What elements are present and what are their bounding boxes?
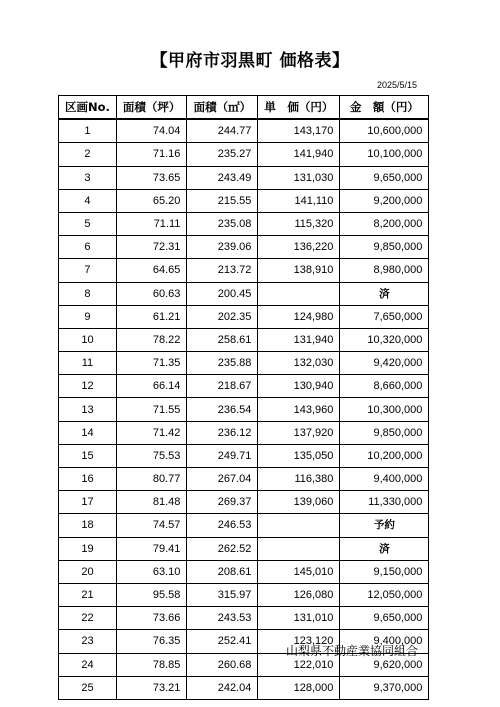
cell-area-sqm: 215.55 <box>187 189 258 212</box>
table-row <box>59 398 429 421</box>
cell-lot-no: 23 <box>59 630 117 653</box>
cell-amount: 8,200,000 <box>340 212 429 235</box>
cell-area-tsubo: 71.11 <box>116 212 187 235</box>
cell-unit-price: 126,080 <box>258 583 340 606</box>
cell-lot-no: 10 <box>59 328 117 351</box>
column-header-unit-price: 単 価（円） <box>258 96 340 120</box>
table-row <box>59 119 429 143</box>
cell-lot-no: 9 <box>59 305 117 328</box>
cell-amount: 予約 <box>340 514 429 537</box>
cell-unit-price: 132,030 <box>258 352 340 375</box>
table-row <box>59 189 429 212</box>
cell-area-sqm: 246.53 <box>187 514 258 537</box>
cell-unit-price: 141,110 <box>258 189 340 212</box>
table-row <box>59 236 429 259</box>
cell-lot-no: 22 <box>59 607 117 630</box>
table-row <box>59 676 429 699</box>
cell-unit-price: 115,320 <box>258 212 340 235</box>
cell-area-tsubo: 95.58 <box>116 583 187 606</box>
cell-area-tsubo: 71.16 <box>116 143 187 166</box>
cell-amount: 10,300,000 <box>340 398 429 421</box>
cell-area-sqm: 262.52 <box>187 537 258 560</box>
issue-date: 2025/5/15 <box>376 80 417 90</box>
table-row <box>59 305 429 328</box>
cell-amount: 済 <box>340 282 429 305</box>
table-row <box>59 328 429 351</box>
cell-area-sqm: 235.88 <box>187 352 258 375</box>
cell-amount: 8,980,000 <box>340 259 429 282</box>
cell-lot-no: 1 <box>59 119 117 143</box>
cell-unit-price: 137,920 <box>258 421 340 444</box>
price-table <box>58 95 429 700</box>
cell-area-sqm: 235.27 <box>187 143 258 166</box>
cell-unit-price: 130,940 <box>258 375 340 398</box>
cell-amount: 9,400,000 <box>340 630 429 653</box>
cell-area-sqm: 236.54 <box>187 398 258 421</box>
table-row <box>59 143 429 166</box>
cell-amount: 9,420,000 <box>340 352 429 375</box>
table-row <box>59 375 429 398</box>
table-row <box>59 282 429 305</box>
cell-area-tsubo: 60.63 <box>116 282 187 305</box>
cell-amount: 9,620,000 <box>340 653 429 676</box>
table-row <box>59 560 429 583</box>
cell-unit-price: 124,980 <box>258 305 340 328</box>
cell-amount: 9,650,000 <box>340 166 429 189</box>
cell-unit-price: 116,380 <box>258 468 340 491</box>
cell-area-tsubo: 80.77 <box>116 468 187 491</box>
cell-lot-no: 13 <box>59 398 117 421</box>
cell-area-tsubo: 61.21 <box>116 305 187 328</box>
table-row <box>59 583 429 606</box>
cell-amount: 9,150,000 <box>340 560 429 583</box>
cell-area-sqm: 315.97 <box>187 583 258 606</box>
cell-lot-no: 7 <box>59 259 117 282</box>
cell-amount: 9,370,000 <box>340 676 429 699</box>
cell-area-tsubo: 65.20 <box>116 189 187 212</box>
cell-area-sqm: 208.61 <box>187 560 258 583</box>
cell-lot-no: 11 <box>59 352 117 375</box>
cell-area-sqm: 258.61 <box>187 328 258 351</box>
cell-unit-price: 123,120 <box>258 630 340 653</box>
table-row <box>59 491 429 514</box>
cell-unit-price <box>258 282 340 305</box>
cell-lot-no: 2 <box>59 143 117 166</box>
cell-amount: 9,850,000 <box>340 236 429 259</box>
cell-lot-no: 18 <box>59 514 117 537</box>
table-row <box>59 352 429 375</box>
cell-unit-price: 135,050 <box>258 444 340 467</box>
cell-area-tsubo: 75.53 <box>116 444 187 467</box>
cell-unit-price: 143,170 <box>258 119 340 143</box>
table-row <box>59 212 429 235</box>
page-title: 【甲府市羽黒町 価格表】 <box>150 51 350 71</box>
table-row <box>59 444 429 467</box>
table-body <box>59 119 429 699</box>
table-row <box>59 259 429 282</box>
table-row <box>59 607 429 630</box>
cell-area-sqm: 243.49 <box>187 166 258 189</box>
cell-lot-no: 15 <box>59 444 117 467</box>
cell-area-sqm: 243.53 <box>187 607 258 630</box>
cell-area-tsubo: 71.55 <box>116 398 187 421</box>
cell-area-tsubo: 81.48 <box>116 491 187 514</box>
cell-area-sqm: 213.72 <box>187 259 258 282</box>
cell-amount: 10,320,000 <box>340 328 429 351</box>
column-header-area-tsubo: 面積（坪） <box>116 96 187 120</box>
cell-lot-no: 16 <box>59 468 117 491</box>
cell-area-sqm: 244.77 <box>187 119 258 143</box>
cell-area-tsubo: 74.57 <box>116 514 187 537</box>
cell-amount: 10,100,000 <box>340 143 429 166</box>
cell-area-tsubo: 79.41 <box>116 537 187 560</box>
column-header-amount: 金 額（円） <box>340 96 429 120</box>
cell-area-tsubo: 72.31 <box>116 236 187 259</box>
cell-lot-no: 6 <box>59 236 117 259</box>
cell-amount: 9,650,000 <box>340 607 429 630</box>
cell-unit-price: 145,010 <box>258 560 340 583</box>
cell-area-sqm: 236.12 <box>187 421 258 444</box>
cell-amount: 10,200,000 <box>340 444 429 467</box>
cell-area-tsubo: 78.85 <box>116 653 187 676</box>
cell-area-tsubo: 78.22 <box>116 328 187 351</box>
cell-area-tsubo: 63.10 <box>116 560 187 583</box>
cell-area-tsubo: 74.04 <box>116 119 187 143</box>
cell-unit-price: 143,960 <box>258 398 340 421</box>
cell-unit-price: 138,910 <box>258 259 340 282</box>
cell-amount: 10,600,000 <box>340 119 429 143</box>
cell-unit-price: 131,940 <box>258 328 340 351</box>
cell-unit-price: 122,010 <box>258 653 340 676</box>
table-row <box>59 421 429 444</box>
cell-area-sqm: 260.68 <box>187 653 258 676</box>
cell-area-tsubo: 71.42 <box>116 421 187 444</box>
cell-lot-no: 19 <box>59 537 117 560</box>
column-header-area-sqm: 面積（㎡） <box>187 96 258 120</box>
table-row <box>59 166 429 189</box>
cell-lot-no: 20 <box>59 560 117 583</box>
cell-unit-price <box>258 537 340 560</box>
cell-amount: 9,850,000 <box>340 421 429 444</box>
cell-area-sqm: 269.37 <box>187 491 258 514</box>
cell-area-tsubo: 73.66 <box>116 607 187 630</box>
cell-lot-no: 14 <box>59 421 117 444</box>
cell-area-sqm: 239.06 <box>187 236 258 259</box>
cell-area-tsubo: 73.65 <box>116 166 187 189</box>
cell-area-tsubo: 64.65 <box>116 259 187 282</box>
cell-amount: 8,660,000 <box>340 375 429 398</box>
table-row <box>59 514 429 537</box>
cell-lot-no: 21 <box>59 583 117 606</box>
cell-unit-price: 128,000 <box>258 676 340 699</box>
organization-name: 山梨県不動産業協同組合 <box>285 644 418 658</box>
cell-area-tsubo: 71.35 <box>116 352 187 375</box>
cell-area-sqm: 200.45 <box>187 282 258 305</box>
cell-amount: 7,650,000 <box>340 305 429 328</box>
cell-area-sqm: 218.67 <box>187 375 258 398</box>
table-header-row <box>59 96 429 120</box>
cell-unit-price <box>258 514 340 537</box>
cell-amount: 9,200,000 <box>340 189 429 212</box>
cell-lot-no: 17 <box>59 491 117 514</box>
cell-area-tsubo: 73.21 <box>116 676 187 699</box>
cell-amount: 11,330,000 <box>340 491 429 514</box>
cell-lot-no: 25 <box>59 676 117 699</box>
cell-unit-price: 136,220 <box>258 236 340 259</box>
cell-unit-price: 131,010 <box>258 607 340 630</box>
cell-unit-price: 131,030 <box>258 166 340 189</box>
cell-amount: 済 <box>340 537 429 560</box>
cell-unit-price: 141,940 <box>258 143 340 166</box>
cell-lot-no: 4 <box>59 189 117 212</box>
cell-area-tsubo: 76.35 <box>116 630 187 653</box>
cell-lot-no: 24 <box>59 653 117 676</box>
cell-amount: 12,050,000 <box>340 583 429 606</box>
cell-area-sqm: 242.04 <box>187 676 258 699</box>
cell-lot-no: 5 <box>59 212 117 235</box>
cell-area-sqm: 202.35 <box>187 305 258 328</box>
cell-lot-no: 8 <box>59 282 117 305</box>
cell-amount: 9,400,000 <box>340 468 429 491</box>
cell-area-sqm: 252.41 <box>187 630 258 653</box>
cell-area-sqm: 249.71 <box>187 444 258 467</box>
table-row <box>59 537 429 560</box>
cell-unit-price: 139,060 <box>258 491 340 514</box>
column-header-lot-no: 区画No. <box>59 96 117 120</box>
cell-lot-no: 3 <box>59 166 117 189</box>
cell-area-sqm: 267.04 <box>187 468 258 491</box>
cell-lot-no: 12 <box>59 375 117 398</box>
table-row <box>59 468 429 491</box>
cell-area-sqm: 235.08 <box>187 212 258 235</box>
cell-area-tsubo: 66.14 <box>116 375 187 398</box>
